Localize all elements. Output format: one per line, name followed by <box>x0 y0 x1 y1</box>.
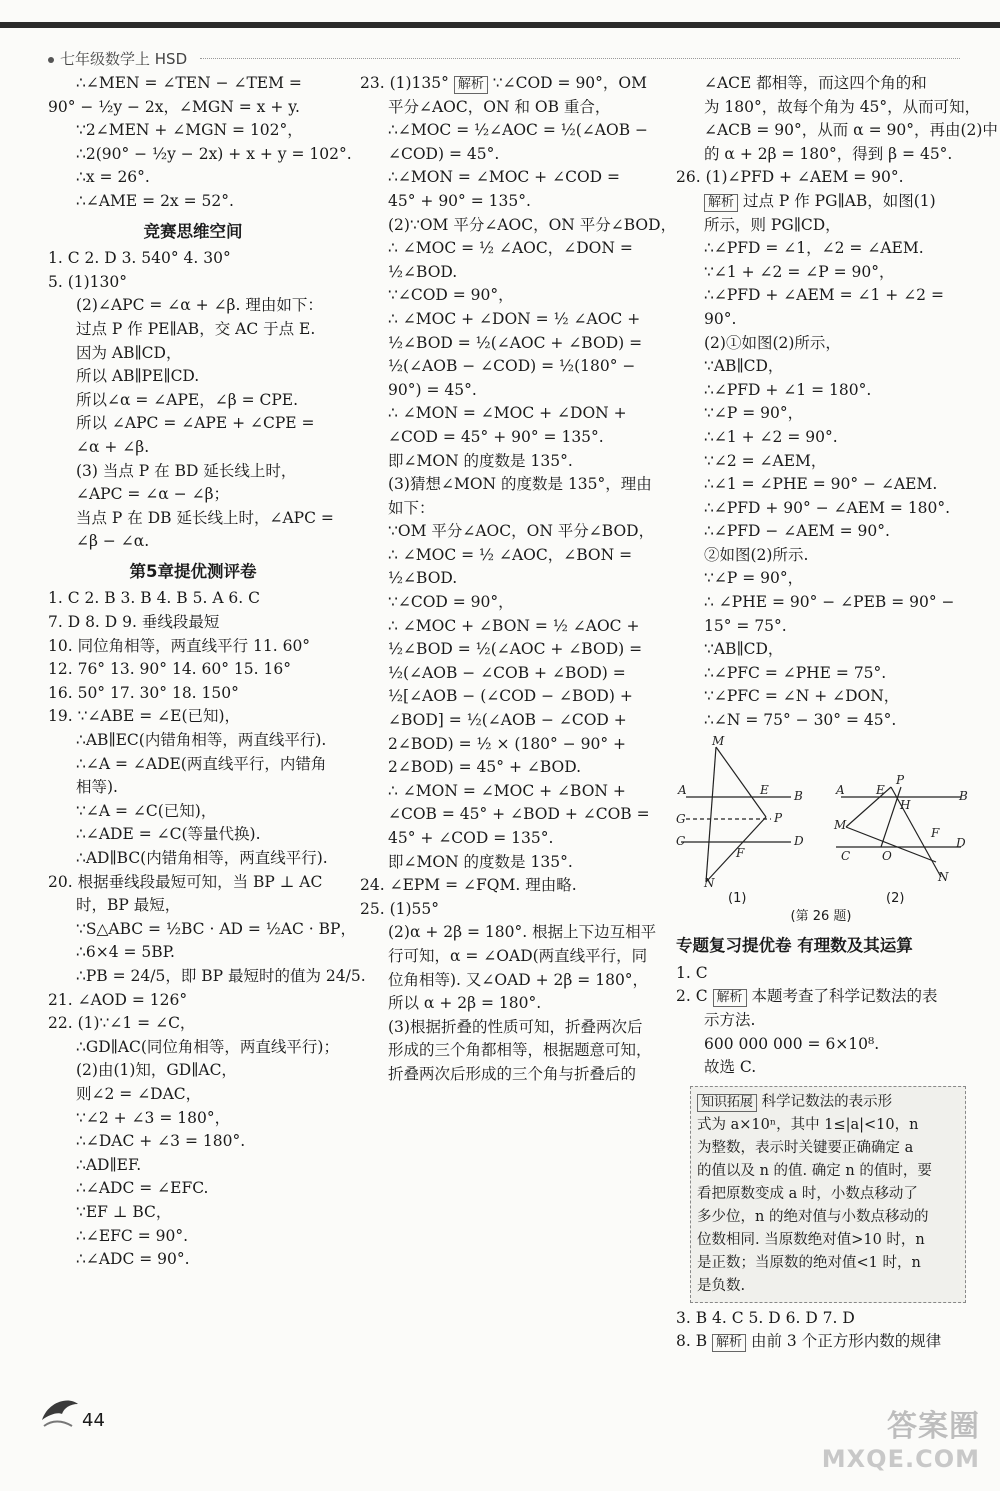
figure-label-1: (1) <box>728 890 747 906</box>
text-line: 90°) = 45°. <box>388 380 477 399</box>
text-line: ∴ ∠PHE = 90° − ∠PEB = 90° − <box>704 593 955 612</box>
text-line: (3)根据折叠的性质可知，折叠两次后 <box>388 1017 643 1036</box>
column-3 <box>676 72 998 1354</box>
text-line: 则∠2 = ∠DAC， <box>76 1084 202 1103</box>
analysis-tag: 解析 <box>712 1334 746 1352</box>
text-line: 故选 C. <box>704 1058 757 1077</box>
text-line: ∴ ∠MOC = ½ ∠AOC，∠BON = <box>388 545 633 564</box>
text-line: ∵EF ⊥ BC， <box>76 1202 172 1221</box>
label-f-2: F <box>931 825 940 840</box>
label-b-2: B <box>959 788 968 803</box>
text-line: 时，BP 最短， <box>76 896 181 915</box>
text-line: ∴ ∠MON = ∠MOC + ∠DON + <box>388 404 627 423</box>
text-line: 19. ∵∠ABE = ∠E(已知)， <box>48 707 241 726</box>
text-line: ∠COB = 45° + ∠BOD + ∠COB = <box>388 805 650 824</box>
text-line: ∴∠AME = 2x = 52°. <box>76 191 234 210</box>
text-line: ∵∠2 = ∠AEM， <box>704 451 827 470</box>
geometry-figures <box>676 733 968 890</box>
label-p-2: P <box>896 772 905 787</box>
text-line: 21. ∠AOD = 126° <box>48 990 188 1009</box>
text-line: ∴∠1 = ∠PHE = 90° − ∠AEM. <box>704 475 938 494</box>
text-line: ½[∠AOB − (∠COD − ∠BOD) + <box>388 687 633 706</box>
analysis-tag: 解析 <box>454 76 488 94</box>
text-line: 形成的三个角都相等，根据题意可知， <box>388 1041 652 1060</box>
text-line: ∴∠ADE = ∠C(等量代换). <box>76 825 261 844</box>
text-line: 1. C <box>676 963 708 982</box>
text-line: ∴∠N = 75° − 30° = 45°. <box>704 711 897 730</box>
column-2 <box>360 72 677 1087</box>
text-line: ∴ ∠MOC + ∠DON = ½ ∠AOC + <box>388 309 641 328</box>
header-title: 七年级数学上 HSD <box>60 50 188 68</box>
text-line: 所以 α + 2β = 180°. <box>388 994 542 1013</box>
text-line: ∵∠COD = 90°， <box>388 286 514 305</box>
text-span: ∵∠COD = 90°，OM <box>492 74 648 92</box>
text-line: 10. 同位角相等，两直线平行 11. 60° <box>48 636 311 655</box>
section-title: 专题复习提优卷 有理数及其运算 <box>676 936 913 956</box>
text-line: ∴∠DAC + ∠3 = 180°. <box>76 1132 246 1151</box>
text-line: 的 α + 2β = 180°，得到 β = 45°. <box>704 144 953 163</box>
text-line: ∠COD = 45° + 90° = 135°. <box>388 427 604 446</box>
text-line: ∴AD∥EF. <box>76 1155 142 1174</box>
text-line: ∴∠PFC = ∠PHE = 75°. <box>704 663 887 682</box>
text-line: 的值以及 n 的值. 确定 n 的值时，要 <box>697 1162 932 1179</box>
text-line: ∠APC = ∠α − ∠β； <box>76 485 230 504</box>
label-d: D <box>794 833 804 848</box>
text-line: 即∠MON 的度数是 135°. <box>388 852 573 871</box>
text-line: ∠ACB = 90°，从而 α = 90°，再由(2)中 <box>704 121 998 140</box>
text-span: 由前 3 个正方形内数的规律 <box>751 1332 942 1351</box>
text-line: (2)由(1)知，GD∥AC， <box>76 1061 237 1080</box>
watermark <box>822 1401 980 1473</box>
text-line: 所以∠α = ∠APE，∠β = CPE. <box>76 390 299 409</box>
text-line: 示方法. <box>704 1011 756 1029</box>
text-line: 位角相等). 又∠OAD + 2β = 180°， <box>388 970 649 989</box>
text-line: ∴∠PFD = ∠1，∠2 = ∠AEM. <box>704 239 924 258</box>
text-line: 行可知，α = ∠OAD(两直线平行，同 <box>388 946 648 965</box>
text-line: ∵∠1 + ∠2 = ∠P = 90°， <box>704 262 895 281</box>
text-line: ∴ ∠MOC = ½ ∠AOC，∠DON = <box>388 239 633 258</box>
label-g: G <box>676 811 686 826</box>
text-line: ∵OM 平分∠AOC，ON 平分∠BOD， <box>388 522 655 541</box>
text-line: 5. (1)130° <box>48 272 128 291</box>
text-line: ∵AB∥CD， <box>704 640 784 659</box>
text-line: ∴∠EFC = 90°. <box>76 1226 189 1245</box>
watermark-url: MXQE.COM <box>821 1445 980 1473</box>
text-line: 所以 AB∥PE∥CD. <box>76 367 200 386</box>
text-line: 20. 根据垂线段最短可知，当 BP ⊥ AC <box>48 872 323 891</box>
text-line: 25. (1)55° <box>360 899 440 918</box>
text-line: (2)∠APC = ∠α + ∠β. 理由如下： <box>76 296 323 315</box>
page-header <box>48 48 187 69</box>
text-line: ∴∠PFD + ∠1 = 180°. <box>704 380 872 399</box>
text-line: ∴ ∠MON = ∠MOC + ∠BON + <box>388 781 626 800</box>
text-line: ½∠BOD. <box>388 262 458 281</box>
text-span: 过点 P 作 PG∥AB，如图(1) <box>742 191 936 210</box>
page-number: 44 <box>82 1410 105 1431</box>
text-line: ∵2∠MEN + ∠MGN = 102°， <box>76 121 303 140</box>
text-line: 45° + ∠COD = 135°. <box>388 829 554 847</box>
text-line: ∴ ∠MOC + ∠BON = ½ ∠AOC + <box>388 616 640 635</box>
label-n: N <box>704 875 715 890</box>
watermark-main: 答案圈 <box>887 1409 980 1444</box>
text-line: ∴x = 26°. <box>76 168 150 187</box>
text-line: 所以 ∠APC = ∠APE + ∠CPE = <box>76 414 315 433</box>
text-line: 3. B 4. C 5. D 6. D 7. D <box>676 1308 855 1327</box>
text-line: ∴AD∥BC(内错角相等，两直线平行). <box>76 849 328 867</box>
analysis-tag: 解析 <box>704 194 738 212</box>
label-n-2: N <box>938 869 949 884</box>
text-line: 为 180°，故每个角为 45°，从而可知， <box>704 97 981 116</box>
text-line: ②如图(2)所示. <box>704 545 809 564</box>
text-line: 看把原数变成 a 时，小数点移动了 <box>697 1185 918 1202</box>
text-line: ∵∠PFC = ∠N + ∠DON， <box>704 687 900 706</box>
section-title: 第5章提优测评卷 <box>129 561 257 581</box>
text-line: 22. (1)∵∠1 = ∠C， <box>48 1014 196 1033</box>
text-line: 位数相同. 当原数绝对值>10 时，n <box>697 1231 925 1248</box>
text-line: ∴∠A = ∠ADE(两直线平行，内错角 <box>76 754 327 773</box>
text-line: 45° + 90° = 135°. <box>388 191 531 210</box>
label-e: E <box>760 782 769 797</box>
text-line: 平分∠AOC，ON 和 OB 重合， <box>388 97 611 116</box>
knowledge-box <box>690 1086 966 1303</box>
text-line: 即∠MON 的度数是 135°. <box>388 451 573 470</box>
text-line: ∴∠PFD + 90° − ∠AEM = 180°. <box>704 498 951 517</box>
text-line: ∠BOD] = ½(∠AOB − ∠COD + <box>388 711 627 730</box>
text-line: 是正数；当原数的绝对值<1 时，n <box>697 1254 921 1271</box>
text-line: 因为 AB∥CD， <box>76 343 182 362</box>
bullet-icon <box>48 57 54 63</box>
text-line: ∴AB∥EC(内错角相等，两直线平行). <box>76 731 327 750</box>
text-line: ∵S△ABC = ½BC · AD = ½AC · BP， <box>76 919 356 938</box>
text-line: 相等). <box>76 778 118 797</box>
label-e-2: E <box>876 782 885 797</box>
analysis-tag: 解析 <box>713 989 747 1007</box>
text-line: 16. 50° 17. 30° 18. 150° <box>48 683 239 702</box>
label-m-2: M <box>834 817 847 832</box>
text-line: 24. ∠EPM = ∠FQM. 理由略. <box>360 876 577 895</box>
text-line: ∠α + ∠β. <box>76 437 150 456</box>
text-line: (2)α + 2β = 180°. 根据上下边互相平 <box>388 923 657 942</box>
text-span: 本题考查了科学记数法的表 <box>751 987 938 1006</box>
text-line <box>360 72 655 96</box>
text-line: 90°. <box>704 309 737 328</box>
text-line: 所示，则 PG∥CD， <box>704 215 841 234</box>
line-mn <box>706 747 716 882</box>
header-rule <box>200 58 960 59</box>
line-m <box>716 747 766 817</box>
text-line: ∴PB = 24/5，即 BP 最短时的值为 24/5. <box>76 966 366 985</box>
text-line: (3)猜想∠MON 的度数是 135°，理由 <box>388 475 652 494</box>
figure-label-2: (2) <box>886 890 905 906</box>
text-line: 为整数，表示时关键要正确确定 a <box>697 1139 914 1156</box>
text-line: ∴∠1 + ∠2 = 90°. <box>704 427 838 446</box>
figure-caption: (第 26 题) <box>790 908 852 924</box>
text-line: 如下： <box>388 498 435 517</box>
text-line: ½∠BOD = ½(∠AOC + ∠BOD) = <box>388 333 643 352</box>
text-line: ∵∠A = ∠C(已知)， <box>76 801 217 820</box>
label-m: M <box>712 733 725 748</box>
label-b: B <box>794 788 803 803</box>
text-line: ½(∠AOB − ∠COB + ∠BOD) = <box>388 663 626 682</box>
text-line: 2∠BOD) = 45° + ∠BOD. <box>388 758 582 777</box>
text-line: 7. D 8. D 9. 垂线段最短 <box>48 613 220 632</box>
label-f: F <box>736 845 745 860</box>
text-line: ½(∠AOB − ∠COD) = ½(180° − <box>388 357 636 376</box>
text-line <box>676 1330 966 1354</box>
text-line: ∵∠P = 90°， <box>704 569 804 588</box>
label-a: A <box>678 782 687 797</box>
text-line: ∴∠MOC = ½∠AOC = ½(∠AOB − <box>388 121 649 140</box>
text-line: ½∠BOD = ½(∠AOC + ∠BOD) = <box>388 640 643 659</box>
text-line: ∴∠PFD − ∠AEM = 90°. <box>704 522 890 541</box>
text-line: 26. (1)∠PFD + ∠AEM = 90°. <box>676 168 904 187</box>
text-line: 当点 P 在 DB 延长线上时，∠APC = <box>76 508 334 527</box>
text-line: 是负数. <box>697 1277 746 1294</box>
answer-number: 8. B <box>676 1332 708 1351</box>
text-line: (3) 当点 P 在 BD 延长线上时， <box>76 461 297 480</box>
text-line: ∵∠COD = 90°， <box>388 593 514 612</box>
text-line <box>676 190 966 214</box>
column-1 <box>48 72 366 1272</box>
text-line: ∴6×4 = 5BP. <box>76 943 175 962</box>
text-line <box>697 1091 959 1114</box>
text-line: 折叠两次后形成的三个角与折叠后的 <box>388 1064 637 1083</box>
label-c-2: C <box>841 848 851 863</box>
text-line: 600 000 000 = 6×10⁸. <box>704 1034 880 1053</box>
text-line: ½∠BOD. <box>388 569 458 588</box>
answer-number: 23. (1)135° <box>360 74 449 92</box>
text-line: 1. C 2. D 3. 540° 4. 30° <box>48 249 231 268</box>
text-line: 多少位，n 的绝对值与小数点移动的 <box>697 1208 929 1225</box>
text-line: ∴∠ADC = ∠EFC. <box>76 1179 209 1198</box>
text-line: ∵∠2 + ∠3 = 180°， <box>76 1108 231 1127</box>
text-line <box>676 985 966 1009</box>
top-bar <box>0 22 1000 28</box>
text-line: 12. 76° 13. 90° 14. 60° 15. 16° <box>48 660 291 679</box>
dolphin-logo-icon <box>38 1390 82 1434</box>
section-title: 竞赛思维空间 <box>143 221 243 241</box>
text-line: 2∠BOD) = ½ × (180° − 90° + <box>388 734 627 753</box>
text-line: 式为 a×10ⁿ，其中 1≤|a|<10，n <box>697 1116 919 1133</box>
text-line: (2)①如图(2)所示， <box>704 333 841 352</box>
label-a-2: A <box>836 782 845 797</box>
label-p: P <box>774 810 783 825</box>
knowledge-tag: 知识拓展 <box>697 1094 757 1112</box>
text-line: 过点 P 作 PE∥AB，交 AC 于点 E. <box>76 319 316 338</box>
text-line: 1. C 2. B 3. B 4. B 5. A 6. C <box>48 589 261 608</box>
text-line: ∵∠P = 90°， <box>704 404 804 423</box>
text-line: ∠β − ∠α. <box>76 532 150 551</box>
text-line: ∴∠PFD + ∠AEM = ∠1 + ∠2 = <box>704 286 944 305</box>
text-line: ∠COD) = 45°. <box>388 144 500 163</box>
text-line: 90° − ½y − 2x，∠MGN = x + y. <box>48 97 300 116</box>
label-c: C <box>676 833 686 848</box>
text-line: ∵AB∥CD， <box>704 357 784 376</box>
text-line: ∴2(90° − ½y − 2x) + x + y = 102°. <box>76 144 352 163</box>
text-line: 15° = 75°. <box>704 616 787 635</box>
text-line: ∴GD∥AC(同位角相等，两直线平行)； <box>76 1037 339 1056</box>
label-o-2: O <box>882 848 892 863</box>
text-line: ∴∠MON = ∠MOC + ∠COD = <box>388 168 620 187</box>
text-line: (2)∵OM 平分∠AOC，ON 平分∠BOD， <box>388 215 677 234</box>
text-line: ∴∠MEN = ∠TEN − ∠TEM = <box>76 74 302 92</box>
text-line: ∴∠ADC = 90°. <box>76 1250 190 1269</box>
label-d-2: D <box>956 835 966 850</box>
text-span: 科学记数法的表示形 <box>761 1093 893 1110</box>
answer-number: 2. C <box>676 987 708 1006</box>
label-h-2: H <box>900 797 911 812</box>
figure-26 <box>676 733 968 906</box>
text-line: ∠ACE 都相等，而这四个角的和 <box>704 74 927 92</box>
